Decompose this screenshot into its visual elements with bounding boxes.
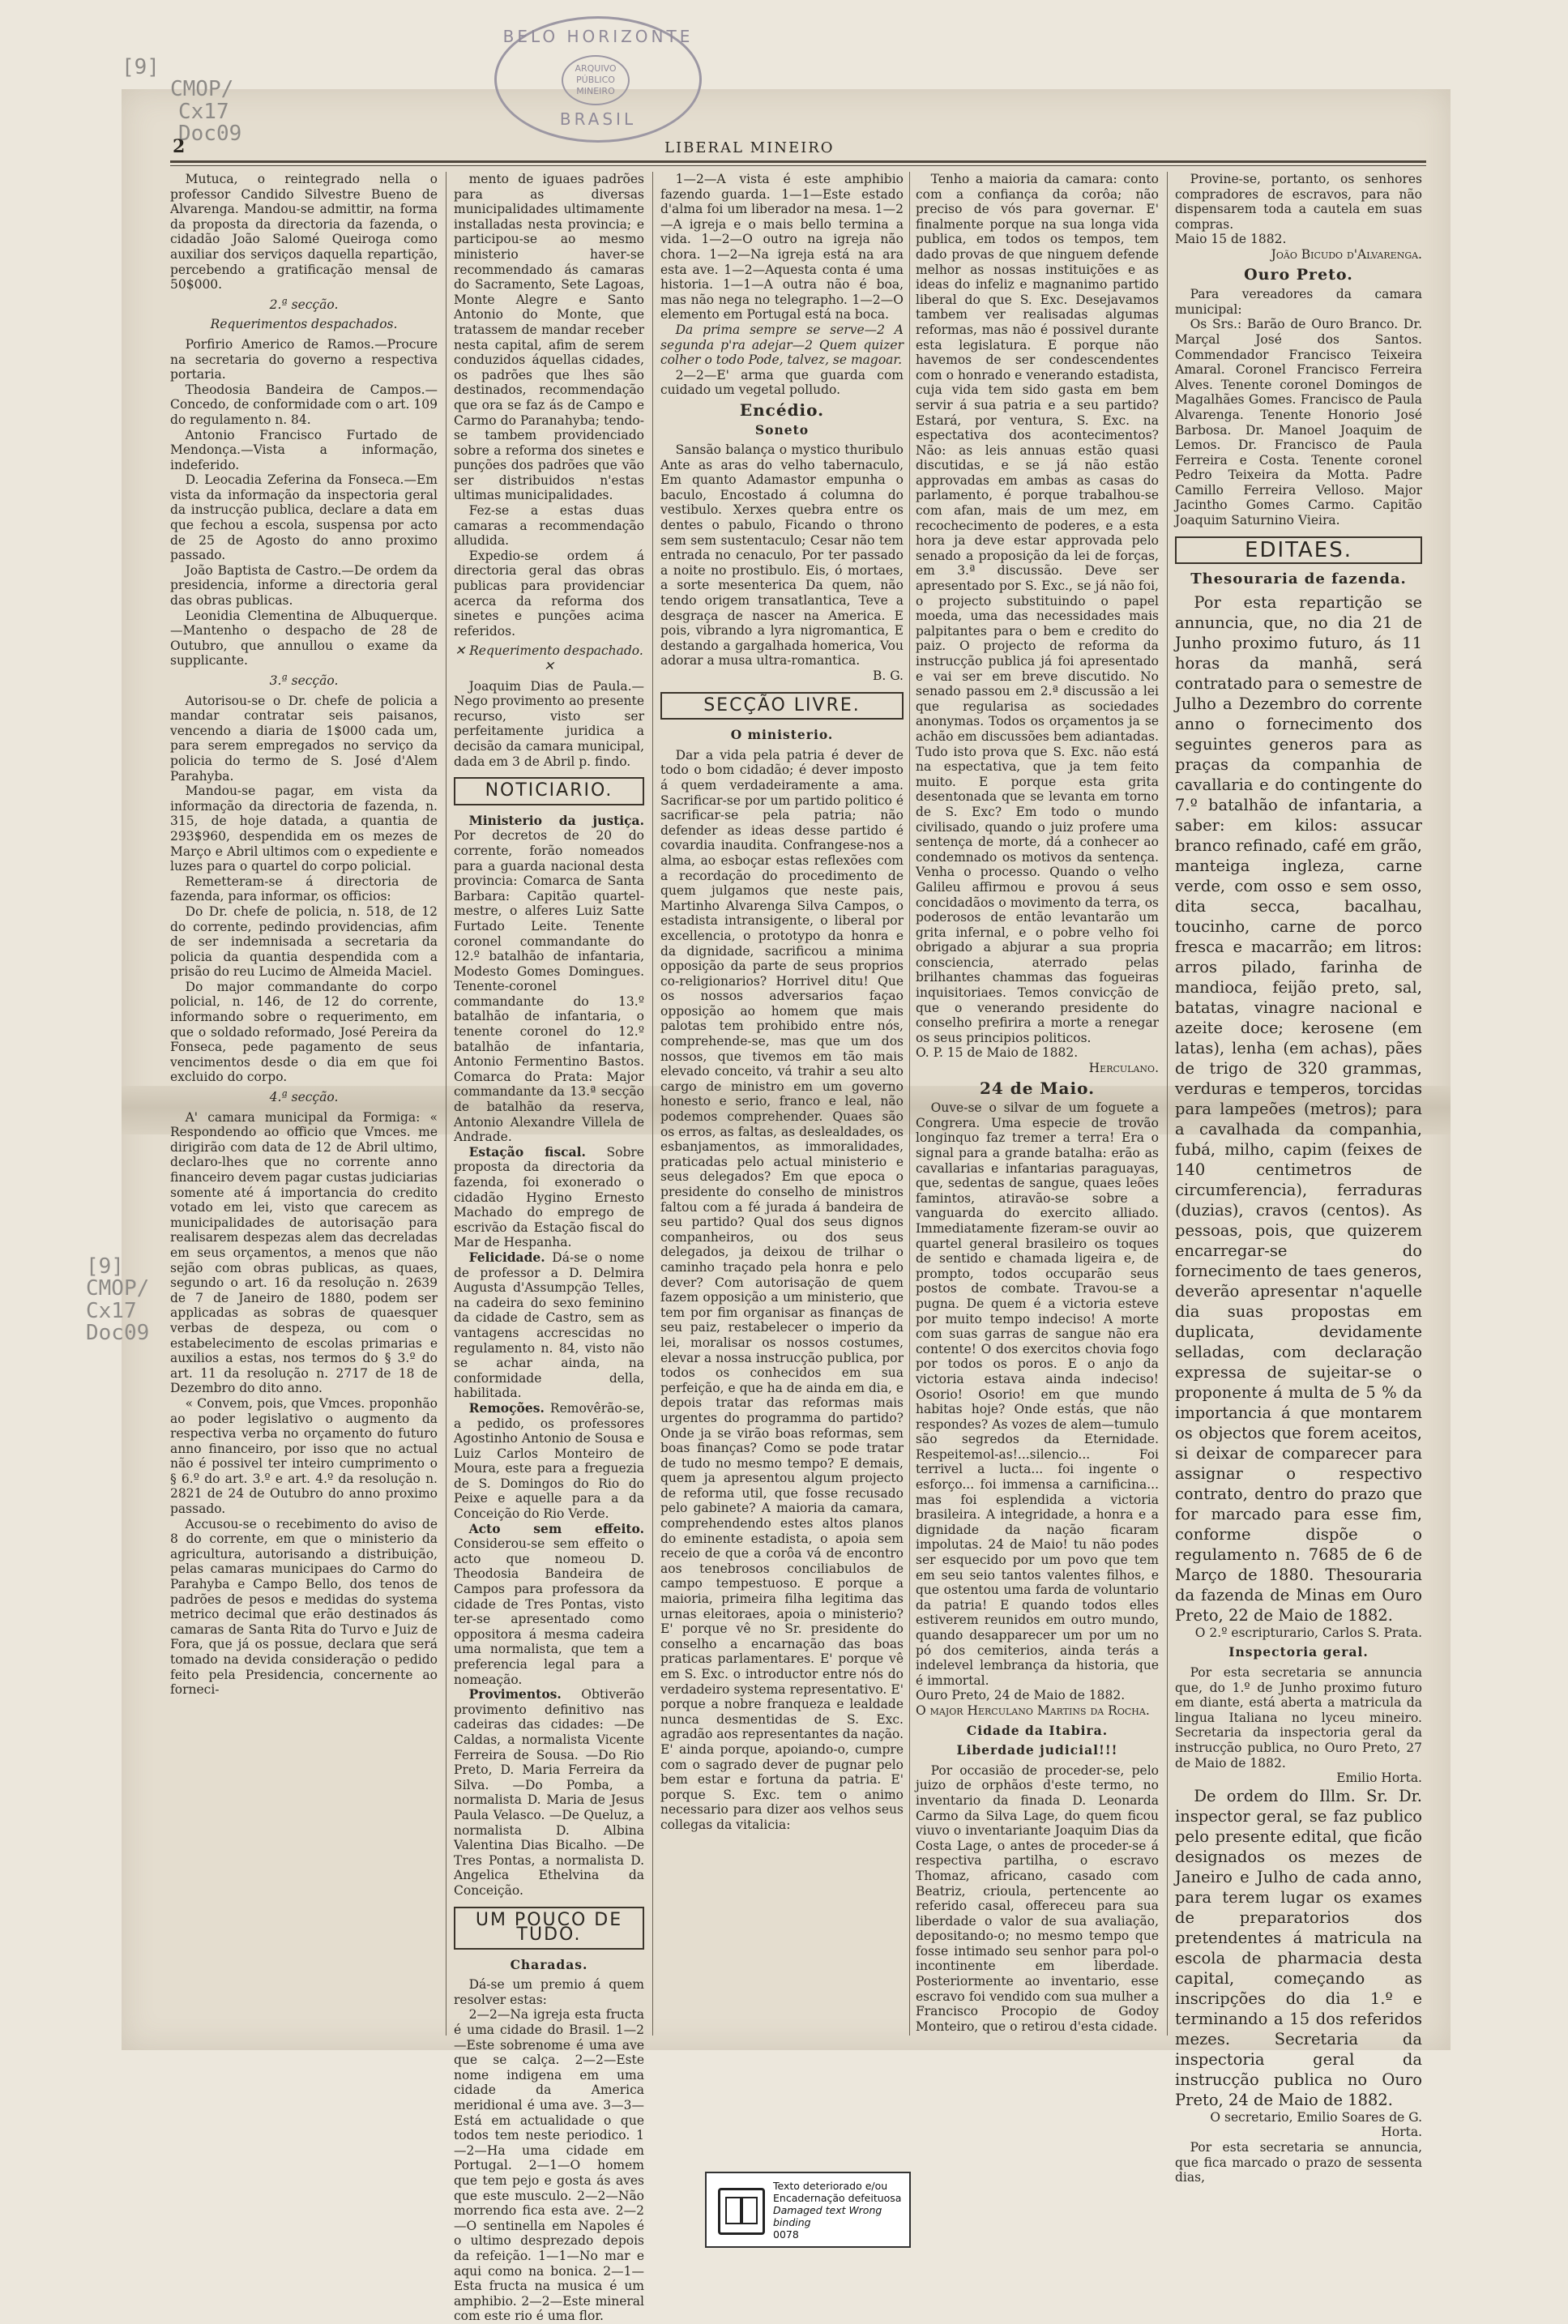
section-secao-livre: SECÇÃO LIVRE. (660, 692, 904, 720)
column-4: Tenho a maioria da camara: conto com a confiança da corôa; não preciso de vós para governar. E' finalmente porque na sua longa vida publica, em todos os tempos, tem dado provas de que ninguem defende melhor as nossas instituições e as ideas do infeliz e magnanimo partido liberal do que S. Exc. Desejavamos tambem ver realisadas algumas reformas, mas não é possivel durante esta legislatura. E porque não havemos de ser condescendentes com o honrado e venerando estadista, cuja vida tem sido gasta em bem servir á sua patria e a seu partido? Estará, por ventura, S. Exc. na espectativa dos acontecimentos? Não: as leis annuas estão quasi discutidas, e se já não estão approvadas em ambas as casas do parlamento, é porque trabalhou-se com afan, mais de um mez, em recochecimento de poderes, e a esta hora ja deve estar approvada pelo senado a proposição da lei de forças, em 3.ª discussão. Deve ser apresentado por S. Exc., se já não foi, o projecto substituindo o papel moeda, uma das necessidades mais palpitantes para o bem e credito do paiz. O projecto de reforma da instrucção publica já foi apresentado e vai ser em breve discutido. No senado passou em 2.ª discussão a lei que regularisa as sociedades anonymas. Todos os orçamentos ja se achão em discussões bem adiantadas. Tudo isto prova que S. Exc. não está na espectativa, que ja tem feito muito. E porque esta grita desentonada que se levanta em torno de S. Exc? Em todo o mundo civilisado, quando o juiz profere uma sentença de morte, dá a conhecer ao condemnado os motivos da sentença. Venha o processo. Quando o velho Galileu affirmou e provou á seus concidadãos o movimento da terra, os poderosos de então levantarão um grita infernal, e o pobre velho foi obrigado a abjurar a sua propria consciencia, aterrado pelas brilhantes chammas das fogueiras inquisitoriaes. Temos convicção de que o venerando presidente do conselho prefirira a morte a renegar os seus principios politicos. O. P. 15 de Maio de 1882. Herculano. 24 de Maio. Ouve-se o silvar de um foguete a Congrera. Uma especie de trovão longinquo faz tremer a terra! Era o signal para a grande batalha: erão as cavallarias e infantarias paraguayas, que, sedentas de sangue, quaes leões famintos, atiravão-se sobre a vanguarda do exercito alliado. Immediatamente fizeram-se ouvir ao quartel general brasileiro os toques de sentido e chamada ligeira e, de prompto, todos occuparão seus postos de combate. Travou-se a pugna. De quem é a victoria esteve por muito tempo indeciso! A morte com suas garras de sangue não era contente! O dos exercitos chovia fogo por todos os poros. E o anjo da victoria estava ainda indeciso! Osorio! Osorio! em que mundo habitas hoje? Onde estás, que não respondes? As vozes de alem—tumulo são segredos da Eternidade. Respeitemol-as!...silencio... Foi terrivel a lucta... foi ingente o esforço... foi immensa a carnificina... mas foi esplendida a victoria brasileira. A integridade, a honra e a dignidade da nação ficaram impolutas. 24 de Maio! tu não podes ser esquecido por um povo que tem em seu seio tantos valentes filhos, e que ostentou uma farda de voluntario da patria! E quando todos elles estiverem reunidos em outro mundo, quando desapparecer um por um no pó dos cemiterios, ainda terás a indelevel lembrança da historia, que é immortal. Ouro Preto, 24 de Maio de 1882. O major Herculano Martins da Rocha. Cidade da Itabira. Liberdade judicial!!! Por occasião de proceder-se, pelo juizo de orphãos d'este termo, no inventario da finada D. Leonarda Carmo da Silva Lage, do quem ficou viuvo o inventariante Joaquim Dias da Costa Lage, o antes de proceder-se á respectiva partilha, o escravo Thomaz, africano, casado com Beatriz, crioula, pertencente ao referido casal, offereceu para sua liberdade o valor de sua avaliação, depositando-o; no mesmo tempo que fosse intimado seu senhor para pol-o incontinente em liberdade. Posteriormente ao inventario, esse escravo foi vendido com sua mulher a Francisco Procopio de Godoy Monteiro, que o retirou d'esta cidade. (916, 172, 1159, 2034)
section-um-pouco-de-tudo: UM POUCO DE TUDO. (454, 1907, 644, 1950)
damage-notice-text: Texto deteriorado e/ou Encadernação defeituosa Damaged text Wrong binding 0078 (773, 2180, 902, 2241)
column-2: mento de iguaes padrões para as diversas municipalidades ultimamente installadas nesta provincia; e participou-se ao mesmo ministerio haver-se recommendado ás camaras do Sacramento, Sete Lagoas, Monte Alegre e Santo Antonio do Monte, que tratassem de mandar receber nesta capital, afim de serem conduzidos áquellas cidades, os padrões que lhes são destinados, recommendação que ora se faz ás de Campo e Carmo do Paranahyba; tendo-se tambem providenciado sobre a reforma dos sinetes e punções dos padrões que vão ser distribuidos n'estas ultimas municipalidades. Fez-se a estas duas camaras a recommendação alludida. Expedio-se ordem á directoria geral das obras publicas para providenciar acerca da reforma dos sinetes e punções acima referidos. ✕ Requerimento despachado. ✕ Joaquim Dias de Paula.—Nego provimento ao presente recurso, visto ser perfeitamente juridica a decisão da camara municipal, dada em 3 de Abril p. findo. NOTICIARIO. Ministerio da justiça. Por decretos de 20 do corrente, forão nomeados para a guarda nacional desta provincia: Comarca de Santa Barbara: Capitão quartel-mestre, o alferes Luiz Satte Furtado Leite. Tenente coronel commandante do 12.º batalhão de infantaria, Modesto Gomes Domingues. Tenente-coronel commandante do 13.º batalhão de infantaria, o tenente coronel do 12.º batalhão de infantaria, Antonio Fermentino Bastos. Comarca do Prata: Major commandante da 13.ª secção de batalhão da reserva, Antonio Alexandre Villela de Andrade. Estação fiscal. Sobre proposta da directoria da fazenda, foi exonerado o cidadão Hygino Ernesto Machado do emprego de escrivão da Estação fiscal do Mar de Hespanha. Felicidade. Dá-se o nome de professor a D. Delmira Augusta d'Assumpção Telles, na cadeira do sexo feminino da cidade de Castro, sem as vantagens accrescidas no regulamento n. 84, visto não se achar ainda, na conformidade della, habilitada. Remoções. Removêrão-se, a pedido, os professores Agostinho Antonio de Sousa e Luiz Carlos Monteiro de Moura, este para a freguezia de S. Domingos do Rio do Peixe e aquelle para a da Conceição do Rio Verde. Acto sem effeito. Considerou-se sem effeito o acto que nomeou D. Theodosia Bandeira de Campos para professora da cidade de Tres Pontas, visto ter-se apresentado como oppositora á mesma cadeira uma normalista, que tem a preferencia legal para a nomeação. Provimentos. Obtiverão provimento definitivo nas cadeiras das cidades: —De Caldas, a normalista Vicente Ferreira de Sousa. —Do Rio Preto, D. Maria Ferreira da Silva. —Do Pomba, a normalista D. Maria de Jesus Paula Velasco. —De Queluz, a normalista D. Albina Valentina Dias Bicalho. —De Tres Pontas, a normalista D. Angelica Ethelvina da Conceição. UM POUCO DE TUDO. Charadas. Dá-se um premio á quem resolver estas: 2—2—Na igreja esta fructa é uma cidade do Brasil. 1—2—Este sobrenome é uma ave que se calça. 2—2—Este nome indigena em uma cidade da America meridional é uma ave. 3—3—Está em actualidade o que todos tem neste periodico. 1—2—Ha uma cidade em Portugal. 2—1—O homem que tem pejo e gosta ás aves que este musculo. 2—2—Não morrendo fica esta ave. 2—2—O sentinella em Napoles é o ultimo desprezado depois da refeição. 1—1—No mar e aqui como na bonica. 2—1—Esta fructa na musica é um amphibio. 2—2—Este mineral com este rio é uma flor. (454, 172, 644, 2324)
broken-book-icon (718, 2188, 765, 2235)
masthead-title: LIBERAL MINEIRO (664, 139, 835, 156)
damage-notice-box (705, 2172, 911, 2248)
cross-mark-icon: ✕ (455, 643, 466, 659)
stamp-inner: ARQUIVO PÚBLICO MINEIRO (562, 55, 630, 105)
column-5: Provine-se, portanto, os senhores compradores de escravos, para não dispensarem toda a cautela em suas compras. Maio 15 de 1882. João Bicudo d'Alvarenga. Ouro Preto. Para vereadores da camara municipal: Os Srs.: Barão de Ouro Branco. Dr. Marçal José dos Santos. Commendador Francisco Teixeira Amaral. Coronel Francisco Ferreira Alves. Tenente coronel Domingos de Magalhães Gomes. Francisco de Paula Alvarenga. Tenente Honorio José Barbosa. Dr. Manoel Joaquim de Lemos. Dr. Francisco de Paula Ferreira e Costa. Tenente coronel Pedro Teixeira da Motta. Padre Camillo Ferreira Velloso. Major Jacintho Gomes Carmo. Capitão Joaquim Saturnino Vieira. EDITAES. Thesouraria de fazenda. Por esta repartição se annuncia, que, no dia 21 de Junho proximo futuro, ás 11 horas da manhã, será contratado para o semestre de Julho a Dezembro do corrente anno o fornecimento dos seguintes generos para as praças da companhia de cavallaria e do contingente do 7.º batalhão de infantaria, a saber: em kilos: assucar branco refinado, café em grão, manteiga ingleza, carne verde, com osso e sem osso, dita secca, bacalhau, toucinho, carne de porco fresca e macarrão; em litros: arros pilado, farinha de mandioca, feijão preto, sal, batatas, vinagre nacional e azeite doce; kerosene (em latas), lenha (em achas), pães de trigo de 320 grammas, verduras e temperos, torcidas para lampeões (metros); para a cavalhada da companhia, fubá, milho, capim (feixes de 140 centimetros de circumferencia), ferraduras (duzias), cravos (centos). As pessoas, pois, que quizerem encarregar-se do fornecimento de taes generos, deverão apresentar n'aquelle dia suas propostas em duplicata, devidamente selladas, com declaração expressa de sujeitar-se o proponente á multa de 5 % da importancia á que montarem os objectos que forem aceitos, si deixar de comparecer para assignar o respectivo contrato, dentro do prazo que for marcado para esse fim, conforme dispõe o regulamento n. 7685 de 6 de Março de 1880. Thesouraria da fazenda de Minas em Ouro Preto, 22 de Maio de 1882. O 2.º escripturario, Carlos S. Prata. Inspectoria geral. Por esta secretaria se annuncia que, do 1.º de Junho proximo futuro em diante, está aberta a matricula da lingua Italiana no lyceu mineiro. Secretaria da inspectoria geral da instrucção publica, no Ouro Preto, 27 de Maio de 1882. Emilio Horta. De ordem do Illm. Sr. Dr. inspector geral, se faz publico pelo presente edital, que ficão designados os mezes de Janeiro e Julho de cada anno, para terem lugar os exames de preparatorios dos pretendentes á matricula na escola de pharmacia desta capital, começando as inscripções do dia 1.º e terminando a 15 dos referidos mezes. Secretaria da inspectoria geral da instrucção publica no Ouro Preto, 24 de Maio de 1882. O secretario, Emilio Soares de G. Horta. Por esta secretaria se annuncia, que fica marcado o prazo de sessenta dias, (1175, 172, 1422, 2185)
page-number: 2 (173, 136, 186, 157)
archive-annotation-middle: [9] CMOP/ Cx17 Doc09 (86, 1254, 150, 1345)
column-3: 1—2—A vista é este amphibio fazendo guarda. 1—1—Este estado d'alma foi um liberador na mesa. 1—2—A igreja e o mais bello termina a vida. 1—2—O outro na igreja não chora. 1—2—Na igreja está na ara esta ave. 1—2—Aquesta conta é uma historia. 1—1—A outra não é boa, mas não nega no telegrapho. 1—2—O elemento em Portugal está na boca. Da prima sempre se serve—2 A segunda p'ra adejar—2 Quem quizer colher o todo Pode, talvez, se magoar. 2—2—E' arma que guarda com cuidado um vegetal polludo. Encédio. Soneto Sansão balança o mystico thuribulo Ante as aras do velho tabernaculo, Em quanto Adamastor empunha o baculo, Encostado á columna do vestibulo. Xerxes quebra entre os dentes o pabulo, Ficando o throno sem sem sustentaculo; Cesar não tem entrada no cenaculo, Por ter passado a noite no prostibulo. Eis, ó mortaes, a sorte mesenterica Da quem, não tendo origem transatlantica, Teve a desgraça de nascer na America. E pois, vibrando a lyra nigromantica, E destando a gargalhada homerica, Vou adorar a musa ultra-romantica. B. G. SECÇÃO LIVRE. O ministerio. Dar a vida pela patria é dever de todo o bom cidadão; é dever imposto á quem verdadeiramente a ama. Sacrificar-se por um partido politico é sacrificar-se pela patria; não defender as ideas desse partido é covardia inaudita. Confrangese-nos a alma, ao esboçar estas reflexões com a recordação do procedimento de quem julgamos que neste pais, Martinho Alvarenga Silva Campos, o estadista intransigente, o liberal por excellencia, o prototypo da honra e da dignidade, sacrificou a minima opposição da parte de seus proprios co-religionarios? Horrivel ditu! Que os nossos adversarios façao opposição ao homem que mais palotas tem prohibido entre nós, comprehende-se, mas que um dos nossos, que tivemos em tão mais elevado conceito, vá trahir a seu alto cargo de ministro em um governo honesto e serio, franco e leal, não podemos comprehender. Quaes são os erros, as faltas, as deslealdades, os esbanjamentos, as immoralidades, praticadas pelo actual ministerio e seus delegados? Em que epoca o presidente do conselho de ministros faltou com a fé jurada á bandeira de seu partido? Qual dos seus dignos companheiros, ou dos seus delegados, ja deixou de trilhar o caminho traçado pela honra e pelo dever? Com autorisação de quem fazem opposição a um ministerio, que tem por fim organisar as finanças de seu paiz, restabelecer o imperio da lei, moralisar os nossos costumes, elevar a nossa instrucção publica, por todos os conhecidos em sua perfeição, e que ha de ainda em dia, e depois tratar das reformas mais urgentes do programma do partido? Onde ja se virão boas reformas, sem boas finanças? Como se pode tratar de tudo no mesmo tempo? E demais, quem ja apresentou algum projecto de reforma util, que fosse recusado pelo gabinete? A maioria da camara, comprehendendo estes altos planos do eminente estadista, o apoia sem receio de que a corôa vá de encontro aos tenebrosos conciliabulos de campo tempestuoso. E porque a maioria, primeira filha legitima das urnas eleitoraes, apoia o ministerio? E' porque vê no Sr. presidente do conselho a encarnação das boas praticas parlamentares. E' porque vê em S. Exc. o introductor entre nós do verdadeiro systema representativo. E' porque a nobre franqueza e lealdade nunca desmentidas de S. Exc. agradão aos representantes da nação. E' ainda porque, apoiando-o, cumpre com o sagrado dever de pugnar pelo bem estar e fortuna da patria. E' porque S. Exc. tem o animo necessario para dizer aos velhos seus collegas da vitalicia: (660, 172, 904, 1832)
archive-annotation-top: [9] CMOP/ Cx17 Doc09 (122, 55, 242, 146)
column-divider (1167, 172, 1168, 2036)
masthead-rule (170, 160, 1426, 163)
section-editaes: EDITAES. (1175, 536, 1422, 565)
cross-mark-icon: ✕ (544, 659, 554, 673)
section-noticiario: NOTICIARIO. (454, 777, 644, 805)
column-divider (652, 172, 653, 2036)
archive-stamp: BELO HORIZONTE ARQUIVO PÚBLICO MINEIRO BRASIL (494, 16, 702, 143)
column-divider (909, 172, 910, 2036)
column-1: Mutuca, o reintegrado nella o professor Candido Silvestre Bueno de Alvarenga. Mandou-se admittir, na forma da proposta da directoria da fazenda, o cidadão João Salomé Queiroga como auxiliar dos serviços daquella repartição, percebendo a gratificação mensal de 50$000. 2.ª secção. Requerimentos despachados. Porfirio Americo de Ramos.—Procure na secretaria do governo a respectiva portaria. Theodosia Bandeira de Campos.—Concedo, de conformidade com o art. 109 do regulamento n. 84. Antonio Francisco Furtado de Mendonça.—Vista a informação, indeferido. D. Leocadia Zeferina da Fonseca.—Em vista da informação da inspectoria geral da instrucção publica, declare a data em que fechou a escola, suspensa por acto de 25 de Agosto do anno proximo passado. João Baptista de Castro.—De ordem da presidencia, informe a directoria geral das obras publicas. Leonidia Clementina de Albuquerque.—Mantenho o despacho de 28 de Outubro, que annullou o exame da supplicante. 3.ª secção. Autorisou-se o Dr. chefe de policia a mandar contratar seis paisanos, vencendo a diaria de 1$000 cada um, para serem empregados no serviço da policia do termo de S. José d'Alem Parahyba. Mandou-se pagar, em vista da informação da directoria de fazenda, n. 315, de hoje datada, a quantia de 293$960, despendida em os mezes de Março e Abril ultimos com o expediente e luzes para o quartel do corpo policial. Remetteram-se á directoria de fazenda, para informar, os officios: Do Dr. chefe de policia, n. 518, de 12 do corrente, pedindo providencias, afim de ser indemnisada a secretaria da policia da quantia despendida com a prisão do reu Lucimo de Almeida Maciel. Do major commandante do corpo policial, n. 146, de 12 do corrente, informando sobre o requerimento, em que o soldado reformado, José Pereira da Fonseca, pede pagamento de seus vencimentos desde o dia em que foi excluido do corpo. 4.ª secção. A' camara municipal da Formiga: « Respondendo ao officio que Vmces. me dirigirão com data de 12 de Abril ultimo, declaro-lhes que no corrente anno financeiro devem pagar custas judiciarias somente até á importancia do credito votado em lei, visto que carecem as municipalidades de autorisação para realisarem despezas alem das decreladas em seus orçamentos, a menos que não sejão com obras publicas, as quaes, segundo o art. 16 da resolução n. 2639 de 7 de Janeiro de 1880, podem ser applicadas as sobras de quaesquer verbas de despeza, ou com o estabelecimento de escolas primarias e auxilios a estas, nos termos do § 3.º do art. 11 da resolução n. 2717 de 18 de Dezembro do dito anno. « Convem, pois, que Vmces. proponhão ao poder legislativo o augmento da respectiva verba no orçamento do futuro anno financeiro, por isso que no actual não é possivel ter inteiro cumprimento o § 6.º do art. 3.º e art. 4.º da resolução n. 2821 de 24 de Outubro do anno proximo passado. Accusou-se o recebimento do aviso de 8 do corrente, em que o ministerio da agricultura, autorisando a distribuição, pelas camaras municipaes do Carmo do Parahyba e Campo Bello, dos tenos de padrões de pesos e medidas do systema metrico decimal que erão destinados ás camaras de Santa Rita do Turvo e Juiz de Fora, que já os possue, declara que será tomado na devida consideração o pedido feito pela Presidencia, concernente ao forneci- (170, 172, 438, 1698)
masthead-rule-thin (170, 165, 1426, 166)
